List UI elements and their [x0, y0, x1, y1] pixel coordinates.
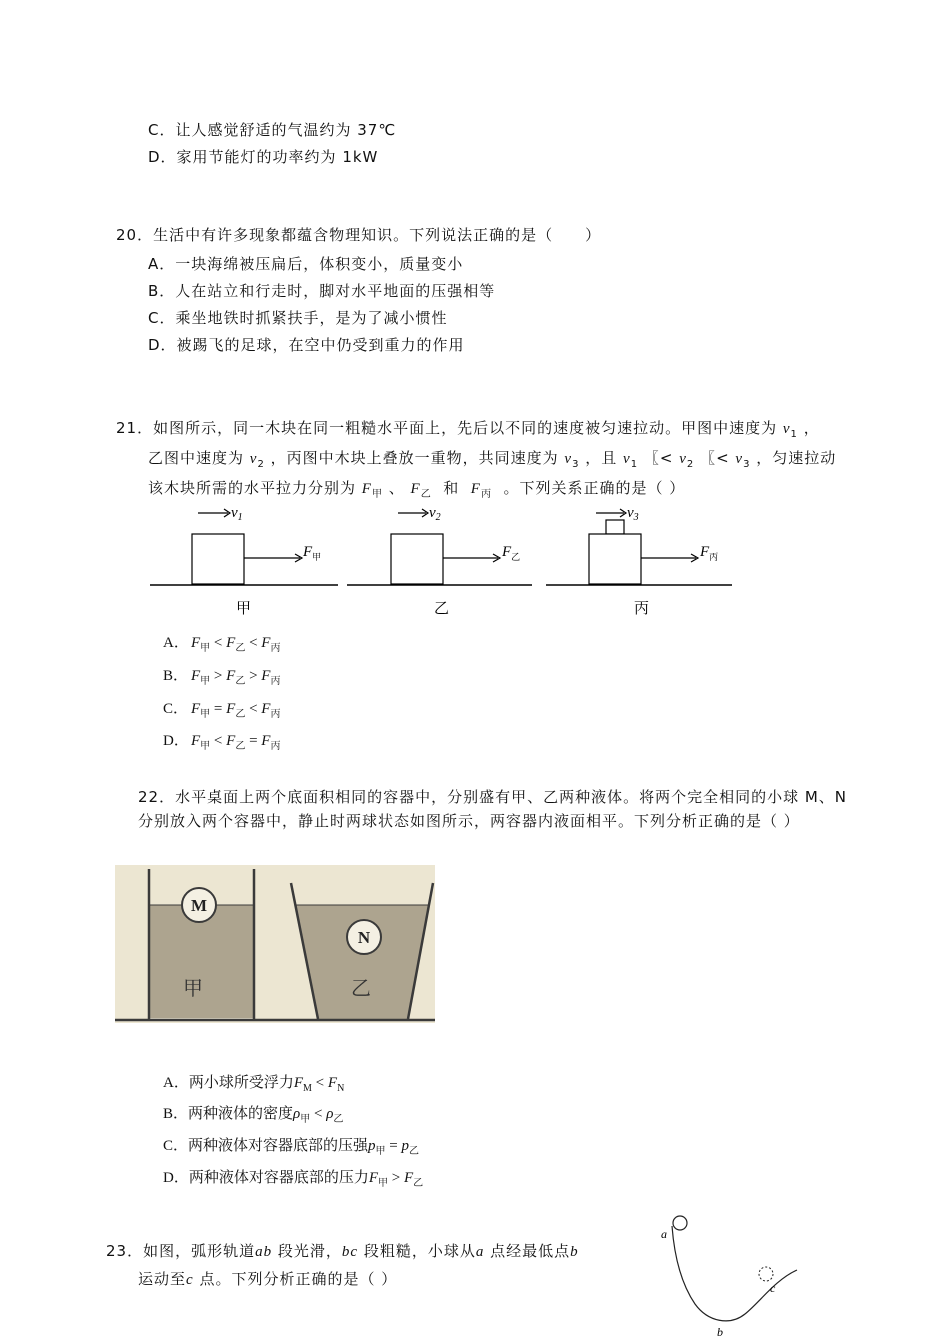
q21-stem-line1: 21．如图所示，同一木块在同一粗糙水平面上，先后以不同的速度被匀速拉动。甲图中速度为 $v_1$ ，	[116, 419, 820, 440]
q20-option-d: D．被踢飞的足球，在空中仍受到重力的作用	[148, 336, 465, 354]
q23-ball-a	[673, 1216, 687, 1230]
q22-option-c: C．两种液体对容器底部的压强$p_甲 = p_乙$	[163, 1138, 419, 1157]
q22-stem-line1: 22．水平桌面上两个底面积相同的容器中，分别盛有甲、乙两种液体。将两个完全相同的小球 M、N	[138, 788, 848, 806]
q21-v1-label: $v_1$	[231, 505, 243, 523]
q23-ball-c	[759, 1267, 773, 1281]
q21-panel-jia	[150, 505, 338, 617]
q23-label-c: c	[770, 1281, 776, 1295]
q21-v3-label: $v_3$	[627, 505, 639, 523]
q22-option-b: B．两种液体的密度$\rho_甲 < \rho_乙$	[163, 1106, 344, 1125]
q21-label-bing: 丙	[634, 601, 650, 617]
q22-stem-line2: 分别放入两个容器中，静止时两球状态如图所示，两容器内液面相平。下列分析正确的是（ ）	[138, 812, 800, 830]
q21-F-yi-label: $F_乙$	[502, 544, 521, 562]
q21-option-b: B． $F_甲 > F_乙 > F_丙$	[163, 668, 281, 687]
q21-figure	[140, 500, 740, 625]
q21-v2-label: $v_2$	[429, 505, 441, 523]
q23-figure	[650, 1212, 810, 1340]
q21-label-yi: 乙	[434, 601, 450, 617]
q21-label-jia: 甲	[236, 601, 252, 617]
q19-option-d: D．家用节能灯的功率约为 1kW	[148, 148, 379, 166]
q22-label-jia: 甲	[183, 978, 203, 1000]
q20-option-a: A．一块海绵被压扁后，体积变小，质量变小	[148, 255, 464, 273]
svg-text:M: M	[190, 896, 208, 915]
q21-F-jia-label: $F_甲$	[303, 544, 322, 562]
q22-option-a: A．两小球所受浮力$F_M < F_N$	[163, 1075, 345, 1094]
q21-option-d: D． $F_甲 < F_乙 = F_丙$	[163, 733, 281, 752]
q20-option-b: B．人在站立和行走时，脚对水平地面的压强相等	[148, 282, 496, 300]
q21-F-bing-label: $F_丙$	[700, 544, 719, 562]
q21-panel-bing	[546, 505, 732, 617]
q22-option-d: D．两种液体对容器底部的压力$F_甲 > F_乙$	[163, 1170, 424, 1189]
svg-text:N: N	[357, 928, 371, 947]
q23-track	[672, 1226, 797, 1321]
q21-option-c: C． $F_甲 = F_乙 < F_丙$	[163, 701, 281, 720]
q20-option-c: C．乘坐地铁时抓紧扶手，是为了减小惯性	[148, 309, 448, 327]
q20-stem: 20．生活中有许多现象都蕴含物理知识。下列说法正确的是（ ）	[116, 226, 602, 244]
q21-option-a: A． $F_甲 < F_乙 < F_丙$	[163, 635, 281, 654]
q23-stem-line2: 运动至c 点。下列分析正确的是（ ）	[138, 1270, 398, 1288]
q22-label-yi: 乙	[351, 978, 371, 1000]
q23-label-a: a	[661, 1227, 667, 1241]
q22-figure	[115, 865, 435, 1023]
q21-stem-line3: 该木块所需的水平拉力分别为 $F_甲$ 、 $F_乙$ 和 $F_丙$ 。下列关系正确的是（ ）	[148, 479, 686, 500]
q21-stem-line2: 乙图中速度为 $v_2$ ，丙图中木块上叠放一重物，共同速度为 $v_3$ ，且 $v_1$ 〖< $v_2$ 〖< $v_3$ ，匀速拉动	[148, 449, 837, 470]
q19-option-c: C．让人感觉舒适的气温约为 37℃	[148, 121, 397, 139]
q21-weight	[606, 520, 624, 534]
q23-stem-line1: 23．如图，弧形轨道ab 段光滑，bc 段粗糙，小球从a 点经最低点b	[106, 1242, 579, 1260]
q21-panel-yi	[347, 505, 532, 617]
q23-label-b: b	[717, 1325, 723, 1339]
